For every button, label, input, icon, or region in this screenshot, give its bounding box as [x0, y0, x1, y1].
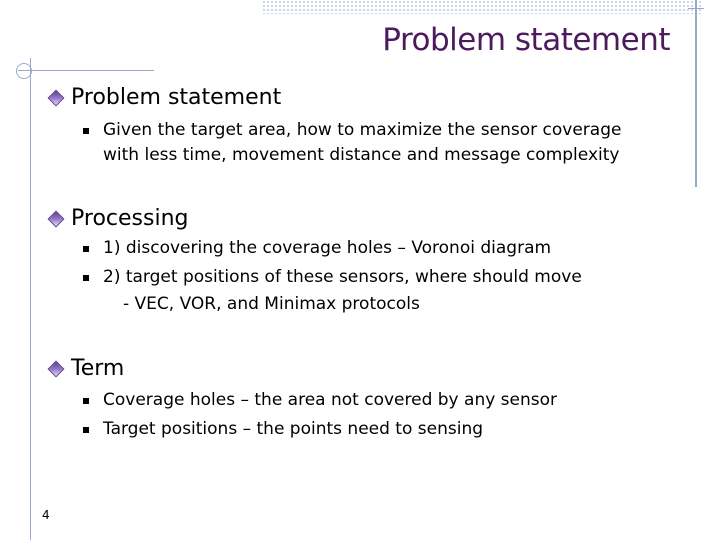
page-title: Problem statement: [382, 22, 670, 58]
section-heading-text: Problem statement: [71, 85, 282, 110]
bullet-line: 2) target positions of these sensors, where should move: [103, 267, 582, 287]
right-vertical-rule: [695, 0, 697, 187]
bullet-line: with less time, movement distance and message complexity: [103, 145, 620, 165]
bullet-line: Target positions – the points need to sensing: [103, 419, 484, 439]
square-bullet-icon: [83, 398, 89, 404]
section-problem-statement: [47, 84, 621, 168]
title-underline-rule: [18, 70, 154, 71]
list-item: [47, 265, 582, 290]
bullet-line: 1) discovering the coverage holes – Voronoi diagram: [103, 238, 552, 258]
square-bullet-icon: [83, 427, 89, 433]
page-number: 4: [42, 508, 50, 522]
section-heading: [47, 205, 582, 233]
list-item: [47, 388, 557, 413]
diamond-bullet-icon: [48, 361, 65, 378]
square-bullet-icon: [83, 128, 89, 134]
diamond-bullet-icon: [48, 211, 65, 228]
left-vertical-rule: [30, 58, 31, 540]
top-dotted-band: [262, 0, 702, 14]
circle-ornament-icon: [16, 63, 32, 79]
square-bullet-icon: [83, 275, 89, 281]
bullet-line: Given the target area, how to maximize the sensor coverage: [103, 120, 622, 140]
list-item: [47, 417, 557, 442]
section-heading: [47, 84, 621, 112]
diamond-bullet-icon: [48, 90, 65, 107]
list-item: [47, 118, 621, 168]
section-heading-text: Processing: [71, 206, 189, 231]
list-item: [47, 236, 582, 261]
square-bullet-icon: [83, 246, 89, 252]
bullet-line: Coverage holes – the area not covered by any sensor: [103, 390, 558, 410]
section-heading: [47, 355, 557, 383]
continuation-line: - VEC, VOR, and Minimax protocols: [123, 294, 420, 314]
section-term: [47, 355, 557, 442]
section-processing: [47, 205, 582, 319]
section-heading-text: Term: [71, 356, 125, 381]
right-rule-tick: [688, 8, 704, 9]
